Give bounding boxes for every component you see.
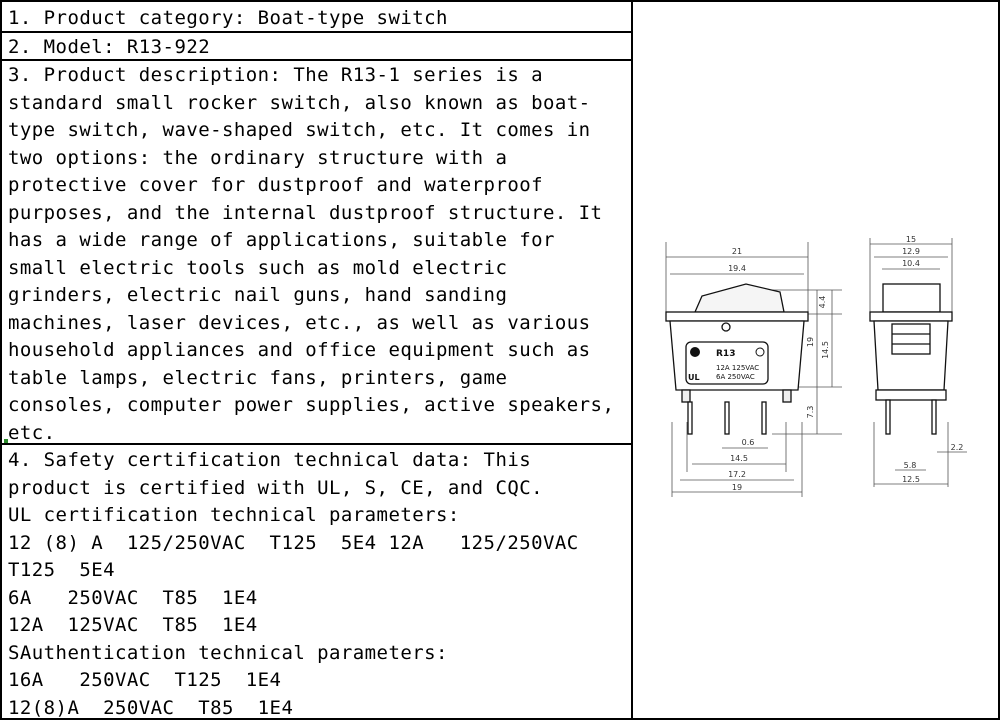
- description-line: grinders, electric nail guns, hand sanding: [8, 282, 631, 310]
- certification-line: 12(8)A 250VAC T85 1E4: [8, 695, 631, 722]
- product-category-text: 1. Product category: Boat-type switch: [8, 5, 631, 33]
- model-row: [2, 34, 631, 62]
- dimension-value: 7.3: [806, 406, 815, 419]
- description-line: etc.: [8, 420, 631, 448]
- table-divider: [2, 443, 631, 445]
- switch-dimension-drawing: [633, 4, 1000, 718]
- table-divider: [2, 59, 631, 61]
- dimension-value: 12.9: [902, 247, 920, 256]
- certification-line: T125 5E4: [8, 557, 631, 585]
- certification-line: product is certified with UL, S, CE, and CQC.: [8, 475, 631, 503]
- description-line: protective cover for dustproof and waterproof: [8, 172, 631, 200]
- dimension-value: 19: [732, 483, 742, 492]
- certification-line: 6A 250VAC T85 1E4: [8, 585, 631, 613]
- certification-line: 12 (8) A 125/250VAC T125 5E4 12A 125/250VAC: [8, 530, 631, 558]
- dimension-value: 5.8: [904, 461, 917, 470]
- product-category-row: [2, 5, 631, 33]
- description-line: 3. Product description: The R13-1 series is a: [8, 62, 631, 90]
- dimension-value: 15: [906, 235, 916, 244]
- certification-line: SAuthentication technical parameters:: [8, 640, 631, 668]
- description-line: purposes, and the internal dustproof structure. It: [8, 200, 631, 228]
- switch-rating-label: 6A 250VAC: [716, 373, 755, 381]
- description-line: machines, laser devices, etc., as well as various: [8, 310, 631, 338]
- dimension-value: 4.4: [818, 296, 827, 309]
- switch-model-label: R13: [716, 349, 735, 359]
- certification-line: 4. Safety certification technical data: This: [8, 447, 631, 475]
- certification-line: 16A 250VAC T125 1E4: [8, 667, 631, 695]
- description-line: type switch, wave-shaped switch, etc. It comes in: [8, 117, 631, 145]
- dimension-value: 12.5: [902, 475, 920, 484]
- dimension-value: 10.4: [902, 259, 920, 268]
- description-line: small electric tools such as mold electric: [8, 255, 631, 283]
- product-description-cell: [2, 62, 631, 447]
- dimension-value: 21: [732, 247, 742, 256]
- description-line: has a wide range of applications, suitable for: [8, 227, 631, 255]
- dimension-drawing-svg: [633, 4, 1000, 718]
- spec-table: [2, 2, 632, 718]
- description-line: table lamps, electric fans, printers, game: [8, 365, 631, 393]
- dimension-value: 14.5: [821, 341, 830, 359]
- dimension-value: 19: [806, 337, 815, 347]
- dimension-value: 17.2: [728, 470, 746, 479]
- table-divider: [2, 31, 631, 33]
- switch-rating-label: 12A 125VAC: [716, 364, 759, 372]
- model-text: 2. Model: R13-922: [8, 34, 631, 62]
- description-line: consoles, computer power supplies, active speakers,: [8, 392, 631, 420]
- description-line: standard small rocker switch, also known as boat-: [8, 90, 631, 118]
- dimension-value: 0.6: [742, 438, 755, 447]
- dimension-value: 19.4: [728, 264, 746, 273]
- dimension-value: 2.2: [951, 443, 964, 452]
- safety-certification-cell: [2, 447, 631, 722]
- svg-text:UL: UL: [688, 373, 700, 382]
- description-line: two options: the ordinary structure with a: [8, 145, 631, 173]
- description-line: household appliances and office equipment such as: [8, 337, 631, 365]
- certification-line: UL certification technical parameters:: [8, 502, 631, 530]
- dimension-value: 14.5: [730, 454, 748, 463]
- certification-line: 12A 125VAC T85 1E4: [8, 612, 631, 640]
